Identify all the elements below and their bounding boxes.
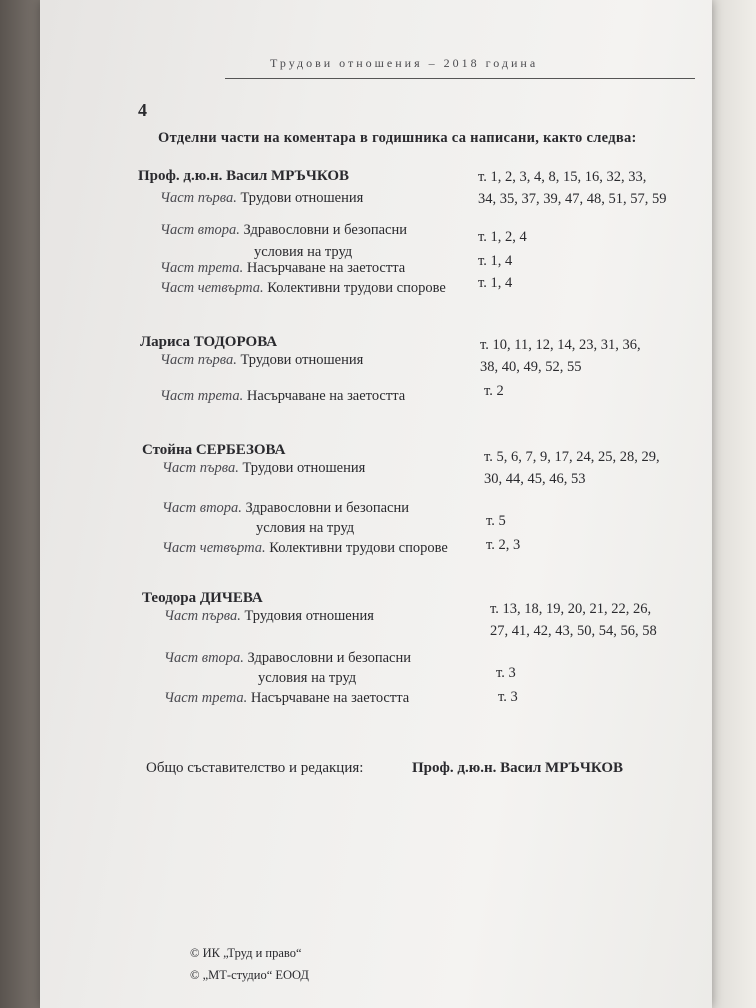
- part-title: Трудовия отношения: [244, 608, 374, 624]
- part-label: Част първа.: [164, 608, 241, 624]
- part-label: Част първа.: [162, 460, 239, 476]
- part-label: Част трета.: [160, 388, 244, 404]
- points-line: т. 1, 2, 3, 4, 8, 15, 16, 32, 33,: [478, 169, 647, 185]
- part-entry: [160, 280, 446, 297]
- points-line: 30, 44, 45, 46, 53: [484, 471, 586, 487]
- part-entry: [164, 650, 411, 667]
- part-label: Част втора.: [162, 500, 242, 516]
- points-list: т. 1, 2, 4: [478, 229, 527, 245]
- points-line: 38, 40, 49, 52, 55: [480, 359, 582, 375]
- running-head: Трудови отношения – 2018 година: [270, 56, 539, 70]
- intro-heading: Отделни части на коментара в годишника са написани, както следва:: [158, 130, 637, 146]
- part-title: Трудови отношения: [240, 352, 364, 368]
- part-title-cont: условия на труд: [254, 244, 353, 260]
- points-list: т. 2: [484, 383, 504, 399]
- part-title-cont: условия на труд: [256, 520, 355, 536]
- points-list: [484, 446, 660, 490]
- part-label: Част трета.: [164, 690, 248, 706]
- part-label: Част втора.: [164, 650, 244, 666]
- header-rule: [225, 78, 695, 79]
- points-list: [490, 598, 657, 642]
- part-title: Здравословни и безопасни: [245, 500, 410, 516]
- part-title: Трудови отношения: [242, 460, 366, 476]
- author-name: Теодора ДИЧЕВА: [142, 590, 263, 606]
- points-list: [478, 166, 667, 210]
- part-entry: [162, 460, 365, 477]
- part-label: Част първа.: [160, 190, 237, 206]
- part-label: Част четвърта.: [160, 280, 264, 296]
- points-line: 27, 41, 42, 43, 50, 54, 56, 58: [490, 623, 657, 639]
- part-entry: [160, 388, 405, 405]
- author-name: Стойна СЕРБЕЗОВА: [142, 442, 286, 458]
- part-label: Част трета.: [160, 260, 244, 276]
- part-title: Насърчаване на заетостта: [246, 388, 406, 404]
- part-entry: [160, 260, 405, 277]
- part-entry: [160, 190, 363, 207]
- part-entry: [164, 690, 409, 707]
- part-title: Колективни трудови спорове: [269, 540, 448, 556]
- points-line: 34, 35, 37, 39, 47, 48, 51, 57, 59: [478, 191, 667, 207]
- part-entry: [160, 352, 363, 369]
- points-line: т. 5, 6, 7, 9, 17, 24, 25, 28, 29,: [484, 449, 660, 465]
- part-title: Трудови отношения: [240, 190, 364, 206]
- copyright-line: © „МТ-студио“ ЕООД: [190, 968, 309, 982]
- part-title: Насърчаване на заетостта: [250, 690, 410, 706]
- points-line: т. 13, 18, 19, 20, 21, 22, 26,: [490, 601, 652, 617]
- part-entry: [162, 500, 409, 517]
- part-title: Колективни трудови спорове: [267, 280, 446, 296]
- part-title: Здравословни и безопасни: [247, 650, 412, 666]
- copyright-line: © ИК „Труд и право“: [190, 946, 302, 960]
- points-list: т. 5: [486, 513, 506, 529]
- author-name: Лариса ТОДОРОВА: [140, 334, 278, 350]
- editor-name: Проф. д.ю.н. Васил МРЪЧКОВ: [412, 760, 624, 776]
- book-page: [40, 0, 712, 1008]
- points-line: т. 10, 11, 12, 14, 23, 31, 36,: [480, 337, 641, 353]
- editor-label: Общо съставителство и редакция:: [146, 760, 364, 776]
- part-title: Насърчаване на заетостта: [246, 260, 406, 276]
- book-gutter: [0, 0, 40, 1008]
- points-list: [480, 334, 641, 378]
- part-label: Част втора.: [160, 222, 240, 238]
- part-entry: [162, 540, 448, 557]
- points-list: т. 1, 4: [478, 253, 513, 269]
- points-list: т. 3: [498, 689, 518, 705]
- part-entry: [164, 608, 374, 625]
- part-title: Здравословни и безопасни: [243, 222, 408, 238]
- page-number: 4: [138, 100, 147, 120]
- points-list: т. 1, 4: [478, 275, 513, 291]
- part-title-cont: условия на труд: [258, 670, 357, 686]
- part-label: Част първа.: [160, 352, 237, 368]
- author-name: Проф. д.ю.н. Васил МРЪЧКОВ: [138, 168, 350, 184]
- points-list: т. 3: [496, 665, 516, 681]
- part-label: Част четвърта.: [162, 540, 266, 556]
- points-list: т. 2, 3: [486, 537, 521, 553]
- part-entry: [160, 222, 407, 239]
